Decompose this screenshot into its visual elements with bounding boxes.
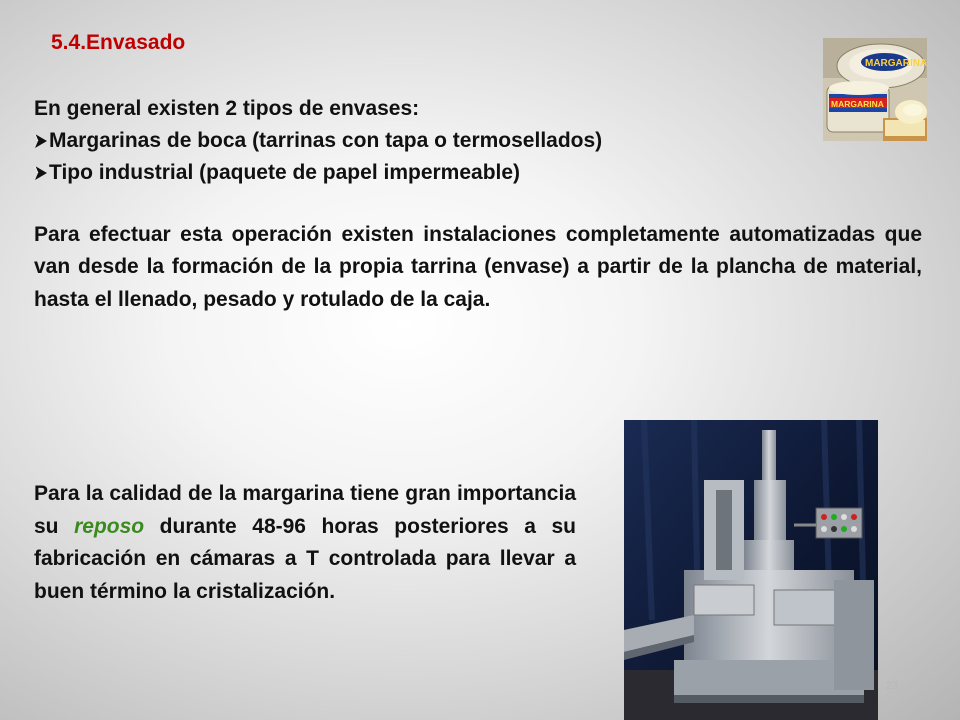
- paragraph-quality-end: durante 48-96 horas posteriores a su fabricación en cámaras a T controlada para llevar a buen término la cristalización.: [34, 514, 577, 603]
- bullet-text-1: Margarinas de boca (tarrinas con tapa o termosellados): [49, 129, 603, 152]
- arrowhead-bullet-icon: [34, 133, 48, 149]
- packaging-machine-photo: [624, 420, 878, 720]
- page-number: 23: [886, 680, 899, 692]
- bullet-item-2: [34, 157, 794, 189]
- intro-line: En general existen 2 tipos de envases:: [34, 97, 420, 120]
- tub-lid-brand: MARGARINA: [865, 58, 927, 69]
- paragraph-automation: Para efectuar esta operación existen instalaciones completamente automatizadas que van desde la formación de la propia tarrina (envase) a partir de la plancha de material, hasta el llenado, pesado y rotulado de la caja.: [34, 223, 922, 311]
- slide-title: 5.4.Envasado: [51, 31, 186, 54]
- paragraph-quality: [34, 478, 576, 608]
- arrowhead-bullet-icon: [34, 165, 48, 181]
- tub-side-brand: MARGARINA: [831, 99, 884, 109]
- highlight-reposo: reposo: [74, 514, 145, 538]
- bullet-item-1: [34, 125, 794, 157]
- paragraph-quality-start: Para la calidad de la margarina tiene gran importancia su: [34, 482, 576, 538]
- intro-block: [34, 93, 794, 189]
- bullet-text-2: Tipo industrial (paquete de papel impermeable): [49, 161, 521, 184]
- margarine-tub-photo: [823, 38, 927, 141]
